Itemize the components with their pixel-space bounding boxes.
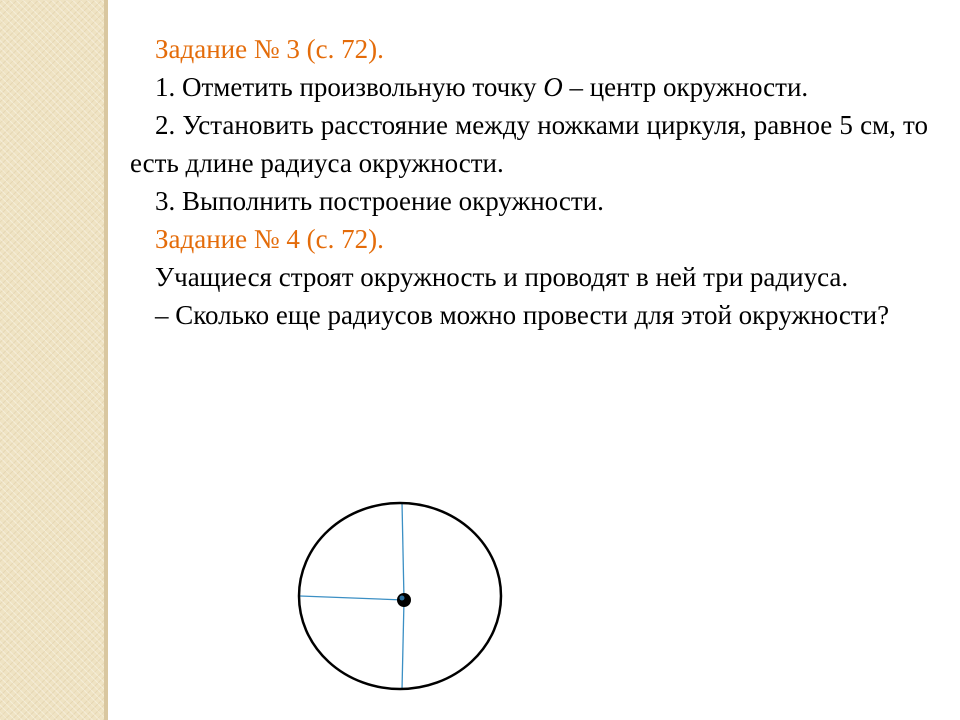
task4-heading: Задание № 4 (с. 72).: [155, 224, 384, 254]
circle-diagram: [296, 500, 512, 700]
task3-step1-before: 1. Отметить произвольную точку: [155, 72, 544, 102]
task4-question: – Сколько еще радиусов можно провести для этой окружности?: [155, 300, 890, 330]
task3-heading: Задание № 3 (с. 72).: [155, 34, 384, 64]
slide-text: [130, 30, 928, 334]
center-point-label: O: [543, 72, 563, 102]
radius-down: [402, 600, 404, 690]
task4-text: Учащиеся строят окружность и проводят в ней три радиуса.: [155, 262, 849, 292]
center-point: [397, 593, 411, 607]
decorative-side-strip: [0, 0, 104, 720]
center-point-highlight: [400, 596, 405, 601]
task3-step2: 2. Установить расстояние между ножками циркуля, равное 5 см, то есть длине радиуса окружности.: [130, 110, 928, 178]
task3-step1-after: – центр окружности.: [562, 72, 809, 102]
task3-step1: [130, 68, 928, 106]
side-strip-divider: [104, 0, 108, 720]
radius-up: [402, 502, 404, 600]
radius-left: [300, 596, 404, 600]
task3-step3: 3. Выполнить построение окружности.: [155, 186, 604, 216]
